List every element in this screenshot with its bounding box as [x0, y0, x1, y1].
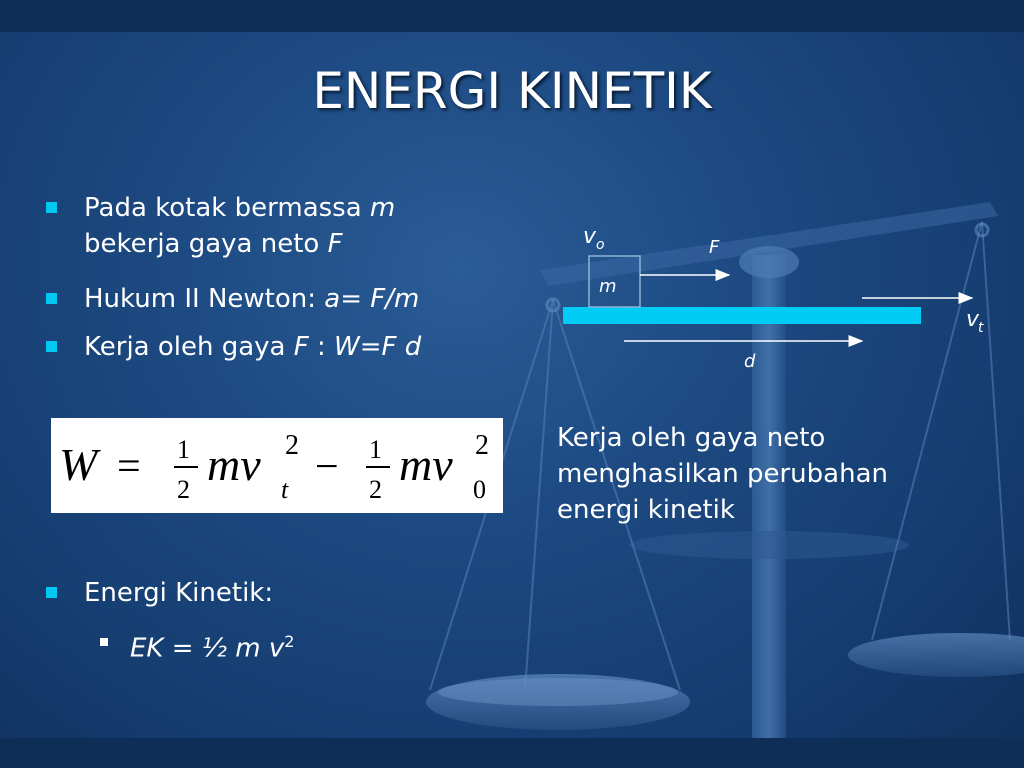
bottom-band — [0, 738, 1024, 768]
bullet-text: bekerja gaya neto — [84, 229, 328, 259]
bullet-italic-f: F — [327, 229, 343, 259]
formula-frac1-denominator: 2 — [177, 475, 190, 504]
bullet-text: Hukum II Newton: — [84, 284, 325, 314]
bullet-text: : — [308, 332, 335, 362]
force-label: F — [709, 237, 720, 258]
formula-minus: − — [315, 444, 339, 490]
bullet-mass-force — [84, 190, 504, 262]
formula-equals: = — [117, 444, 141, 490]
formula-frac2-denominator: 2 — [369, 475, 382, 504]
formula-frac1-numerator: 1 — [177, 435, 190, 464]
bullet-text: Pada kotak bermassa — [84, 193, 370, 223]
bullet-kinetic-energy — [84, 575, 273, 611]
formula-frac2-numerator: 1 — [369, 435, 382, 464]
bullet-italic-equation: a= F/m — [324, 284, 420, 314]
formula-term1-sub: t — [281, 475, 289, 504]
bullet-text: Kerja oleh gaya — [84, 332, 294, 362]
bullet-marker — [46, 341, 57, 352]
bullet-marker — [46, 587, 57, 598]
mass-label: m — [599, 276, 617, 297]
bullet-italic-f: F — [293, 332, 309, 362]
bullet-marker — [46, 293, 57, 304]
displacement-label: d — [744, 351, 756, 372]
bullet-italic-m: m — [369, 193, 396, 223]
bullet-text: Energi Kinetik: — [84, 578, 274, 608]
initial-velocity-label: v — [583, 224, 597, 249]
bullet-newton-law — [84, 281, 419, 317]
final-velocity-subscript: t — [978, 320, 984, 336]
bullet-italic-equation: W=F d — [334, 332, 422, 362]
formula-render — [51, 418, 503, 513]
formula-term1: mv — [207, 439, 261, 490]
formula-term1-sup: 2 — [285, 430, 299, 461]
slide-title: ENERGI KINETIK — [312, 62, 712, 120]
ek-formula-text: EK = ½ m v — [130, 633, 285, 664]
bullet-work — [84, 329, 421, 365]
initial-velocity-subscript: o — [596, 237, 605, 253]
sub-bullet-marker — [100, 638, 108, 646]
formula-term2: mv — [399, 439, 453, 490]
formula-term2-sup: 2 — [475, 430, 489, 461]
sub-bullet-ek-formula — [130, 624, 294, 667]
formula-lhs: W — [59, 439, 98, 490]
bullet-marker — [46, 202, 57, 213]
work-energy-note: Kerja oleh gaya neto menghasilkan perubahan energi kinetik — [557, 423, 888, 525]
final-velocity-label: v — [966, 307, 980, 332]
formula-term2-sub: 0 — [473, 475, 486, 504]
work-energy-formula — [51, 418, 503, 513]
ek-formula-superscript: 2 — [284, 632, 295, 651]
